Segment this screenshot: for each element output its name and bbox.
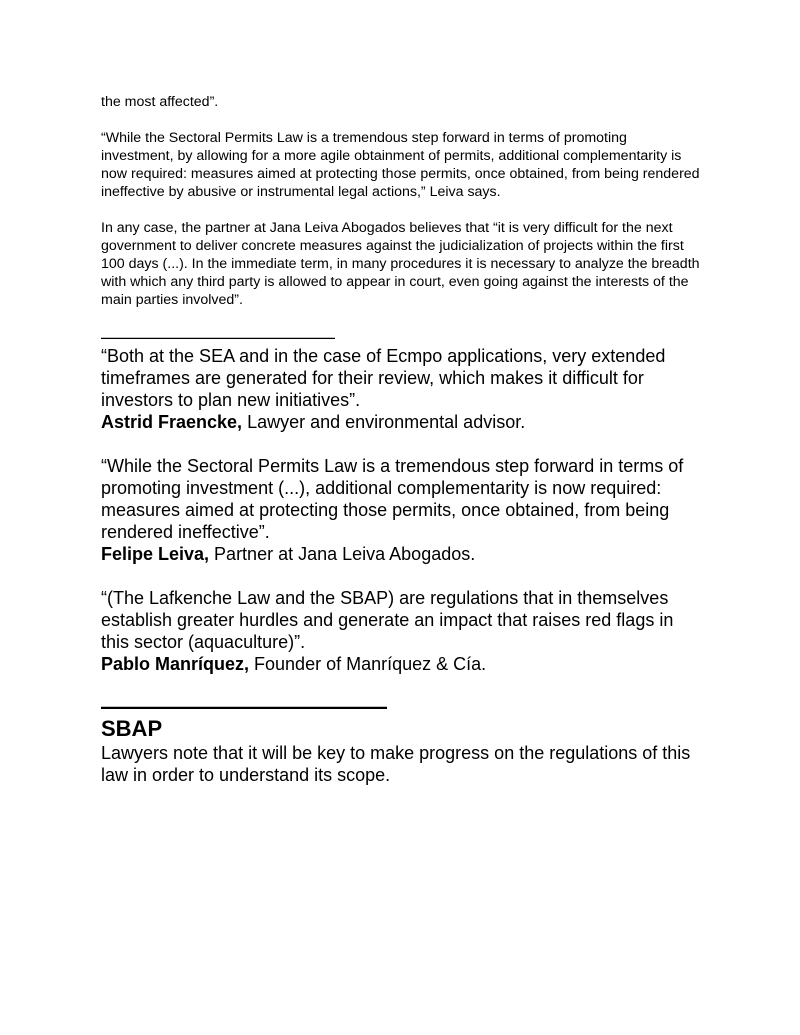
intro-paragraph: the most affected”. [101,94,219,110]
quote-gap [101,433,701,455]
intro-section [101,93,701,309]
quote-attribution [101,543,701,565]
quote-attribution [101,653,701,675]
intro-paragraph: In any case, the partner at Jana Leiva Abogados believes that “it is very difficult for the next government to deliver concrete measures against the judicialization of projects within the first 100 days (...). In the immediate term, in many procedures it is necessary to analyze the breadth with which any third party is allowed to appear in court, even going against the interests of the main parties involved”. [101,220,700,308]
quote-text: “(The Lafkenche Law and the SBAP) are regulations that in themselves establish greater hurdles and generate an impact that raises red flags in this sector (aquaculture)”. [101,588,674,652]
quote-attribution [101,411,701,433]
quote-author: Astrid Fraencke, [101,412,243,432]
section-heading: SBAP [101,716,163,741]
quote-author: Pablo Manríquez, [101,654,250,674]
intro-paragraph: “While the Sectoral Permits Law is a tremendous step forward in terms of promoting investment, by allowing for a more agile obtainment of permits, additional complementarity is now required: measures aimed at protecting those permits, once obtained, from being rendered ineffective by abusive or instrumental legal actions,” Leiva says. [101,130,700,200]
section-divider: ————————————— [101,327,335,347]
quote-text: “While the Sectoral Permits Law is a tremendous step forward in terms of promoting investment (...), additional complementarity is now required: measures aimed at protecting those permits, once obtained, from being rendered ineffective”. [101,456,684,542]
quote-gap [101,565,701,587]
section-body: Lawyers note that it will be key to make progress on the regulations of this law in order to understand its scope. [101,743,691,785]
section-divider: ————————————— [101,694,387,719]
quote-author: Felipe Leiva, [101,544,210,564]
paragraph-gap [101,201,701,219]
quote-role: Partner at Jana Leiva Abogados. [209,544,476,564]
quote-text: “Both at the SEA and in the case of Ecmpo applications, very extended timeframes are generated for their review, which makes it difficult for investors to plan new initiatives”. [101,346,666,410]
document-page [101,93,701,786]
quote-role: Founder of Manríquez & Cía. [249,654,487,674]
quote-role: Lawyer and environmental advisor. [242,412,526,432]
paragraph-gap [101,111,701,129]
quotes-section [101,345,701,675]
